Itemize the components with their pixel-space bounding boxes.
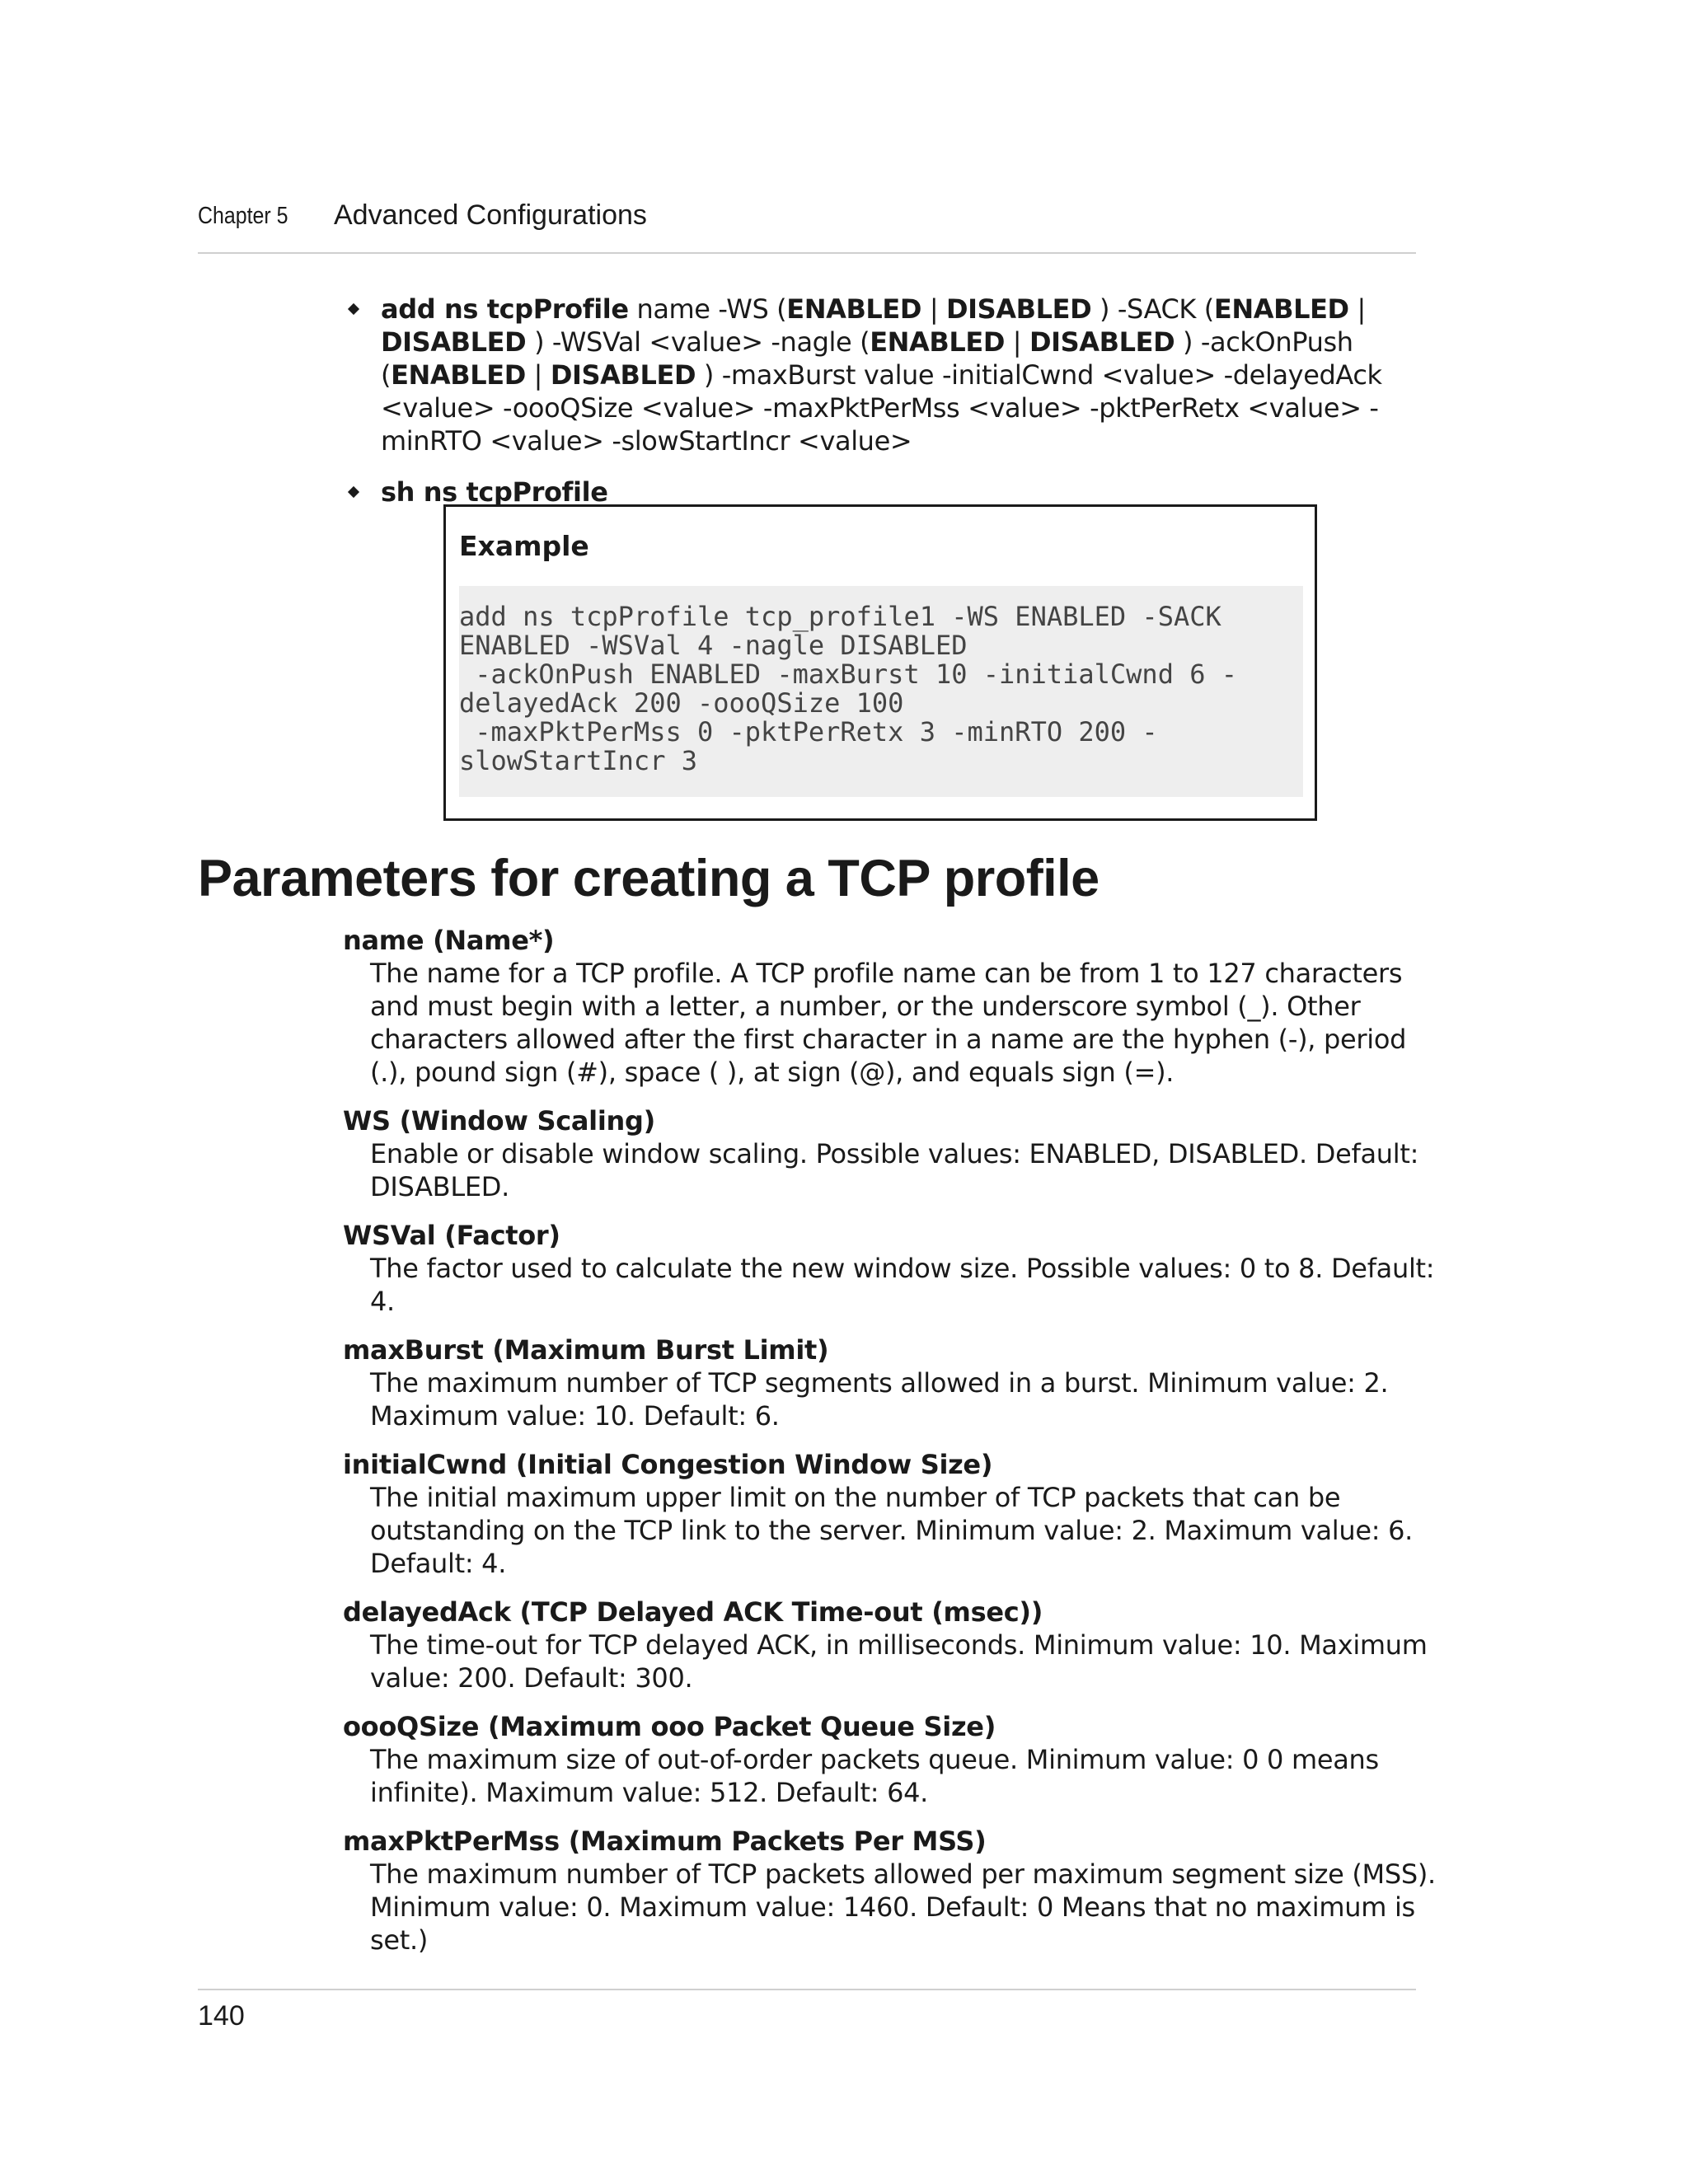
param-description: The factor used to calculate the new window size. Possible values: 0 to 8. Default: 4. xyxy=(370,1253,1435,1317)
param-item xyxy=(343,1596,1439,1694)
command-keyword: sh ns tcpProfile xyxy=(381,476,608,508)
page-number: 140 xyxy=(198,2000,245,2032)
code-line: -ackOnPush ENABLED -maxBurst 10 -initialCwnd 6 - xyxy=(459,658,1238,690)
code-line: -maxPktPerMss 0 -pktPerRetx 3 -minRTO 200 - xyxy=(459,716,1158,748)
page-header xyxy=(198,198,1416,254)
param-name: delayedAck (TCP Delayed ACK Time-out (msec)) xyxy=(343,1596,1043,1628)
command-keyword: add ns tcpProfile xyxy=(381,293,629,325)
param-item xyxy=(343,1825,1439,1957)
param-name: oooQSize (Maximum ooo Packet Queue Size) xyxy=(343,1711,996,1742)
param-name: WSVal (Factor) xyxy=(343,1220,560,1251)
param-item xyxy=(343,1710,1439,1809)
param-item xyxy=(343,1219,1439,1318)
section-heading: Parameters for creating a TCP profile xyxy=(198,850,1100,907)
code-line: slowStartIncr 3 xyxy=(459,745,697,776)
example-box xyxy=(443,504,1317,821)
command-show-tcpprofile xyxy=(345,476,1432,509)
param-description: The time-out for TCP delayed ACK, in milliseconds. Minimum value: 10. Maximum value: 200. Default: 300. xyxy=(370,1629,1428,1694)
code-block xyxy=(459,586,1303,797)
param-description: The initial maximum upper limit on the number of TCP packets that can be outstanding on the TCP link to the server. Minimum value: 2. Maximum value: 6. Default: 4. xyxy=(370,1482,1414,1579)
param-item xyxy=(343,1448,1439,1580)
param-description: The name for a TCP profile. A TCP profile name can be from 1 to 127 characters and must begin with a letter, a number, or the underscore symbol (_). Other characters allowed after the first character in a name are the hyphen (-), period (.), pound sign (#), space ( ), at sign (@), and equals sign (=). xyxy=(370,958,1407,1088)
param-name: initialCwnd (Initial Congestion Window Size) xyxy=(343,1449,993,1480)
chapter-title: Advanced Configurations xyxy=(334,199,647,231)
param-name: maxBurst (Maximum Burst Limit) xyxy=(343,1334,829,1366)
param-description: Enable or disable window scaling. Possible values: ENABLED, DISABLED. Default: DISABLED. xyxy=(370,1138,1419,1202)
page-footer xyxy=(198,1989,1416,2032)
command-list xyxy=(345,293,1432,527)
example-title: Example xyxy=(459,530,589,562)
code-line: ENABLED -WSVal 4 -nagle DISABLED xyxy=(459,630,968,661)
param-item xyxy=(343,924,1439,1089)
param-item xyxy=(343,1104,1439,1203)
param-description: The maximum number of TCP segments allowed in a burst. Minimum value: 2. Maximum value: 10. Default: 6. xyxy=(370,1367,1389,1432)
bullet-diamond-icon xyxy=(348,486,359,498)
command-add-tcpprofile: add ns tcpProfile name -WS (ENABLED | DISABLED ) -SACK (ENABLED | DISABLED ) -WSVal <value> -nagle (ENABLED | DISABLED ) -ackOnPush (ENABLED | DISABLED ) -maxBurst value -initialCwnd <value> -delayedAck <value> -oooQSize <value> -maxPktPerMss <value> -pktPerRetx <value> -minRTO <value> -slowStartIncr <value> xyxy=(345,293,1432,457)
parameter-list xyxy=(343,924,1439,1972)
param-item xyxy=(343,1333,1439,1432)
param-name: maxPktPerMss (Maximum Packets Per MSS) xyxy=(343,1825,987,1857)
param-name: name (Name*) xyxy=(343,925,555,956)
chapter-label: Chapter 5 xyxy=(198,203,288,229)
bullet-diamond-icon xyxy=(348,303,359,315)
param-description: The maximum number of TCP packets allowed per maximum segment size (MSS). Minimum value: 0. Maximum value: 1460. Default: 0 Means that no maximum is set.) xyxy=(370,1858,1436,1956)
code-line: add ns tcpProfile tcp_profile1 -WS ENABLED -SACK xyxy=(459,601,1221,632)
code-line: delayedAck 200 -oooQSize 100 xyxy=(459,687,904,719)
param-description: The maximum size of out-of-order packets queue. Minimum value: 0 0 means infinite). Maximum value: 512. Default: 64. xyxy=(370,1744,1379,1808)
param-name: WS (Window Scaling) xyxy=(343,1105,655,1137)
